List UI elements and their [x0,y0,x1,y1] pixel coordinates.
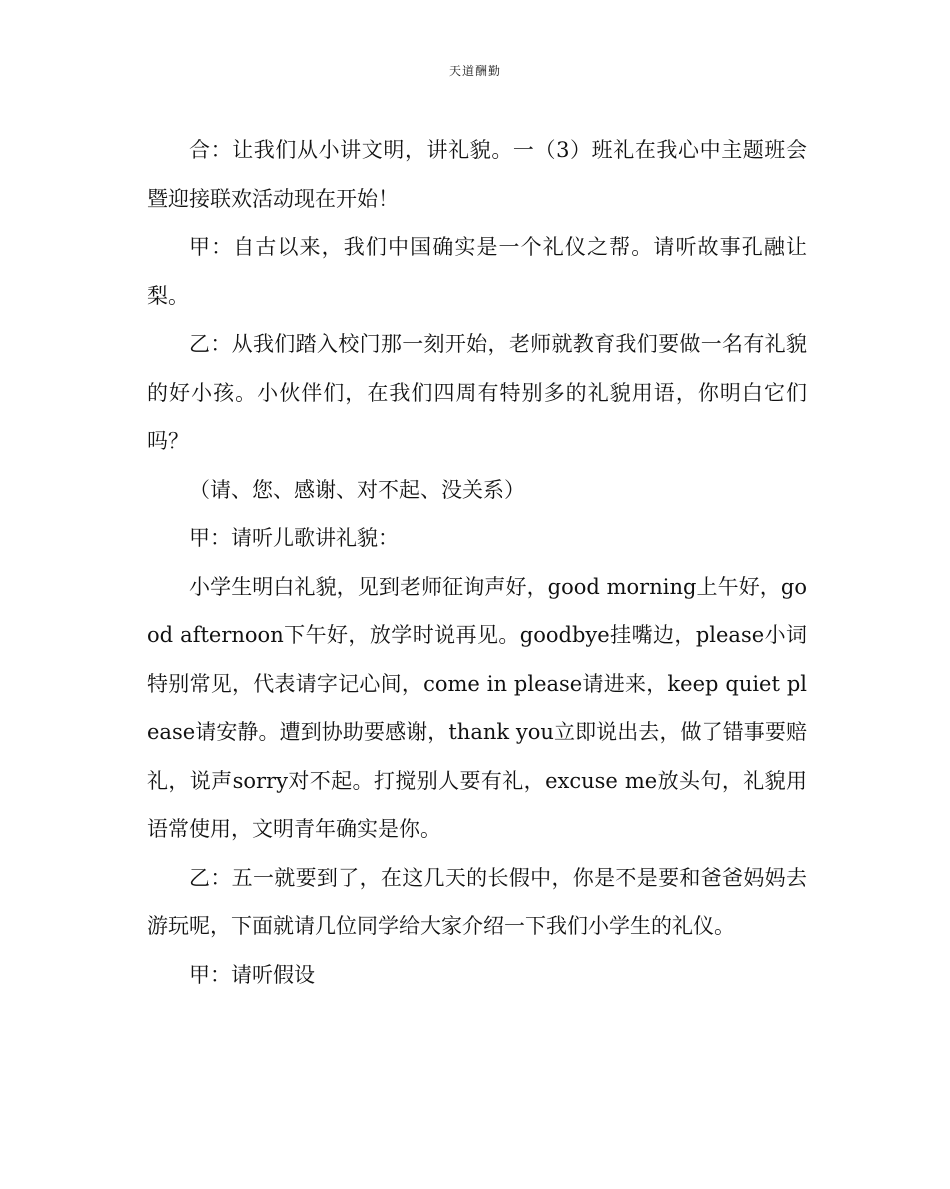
paragraph-jia-3: 甲：请听假设 [189,962,315,987]
paragraph-nursery-rhyme: 小学生明白礼貌，见到老师征询声好，good morning上午好，good afternoon下午好，放学时说再见。goodbye挂嘴边，please小词特别常见，代表请字记心间，come in please请进来，keep quiet please请安静。遭到协助要感谢，thank you立即说出去，做了错事要赔礼，说声sorry对不起。打搅别人要有礼，excuse me放头句，礼貌用语常使用，文明青年确实是你。 [147,574,807,841]
paragraph-polite-words: （请、您、感谢、对不起、没关系） [189,477,525,502]
paragraph-jia-1: 甲：自古以来，我们中国确实是一个礼仪之帮。请听故事孔融让梨。 [147,235,807,308]
paragraph-yi-2: 乙：五一就要到了，在这几天的长假中，你是不是要和爸爸妈妈去游玩呢，下面就请几位同学给大家介绍一下我们小学生的礼仪。 [147,865,807,938]
paragraph-yi-1: 乙：从我们踏入校门那一刻开始，老师就教育我们要做一名有礼貌的好小孩。小伙伴们，在我们四周有特别多的礼貌用语，你明白它们吗？ [147,332,807,453]
page-header: 天道酬勤 [448,64,501,78]
document-body [147,126,807,999]
paragraph-opening: 合：让我们从小讲文明，讲礼貌。一（3）班礼在我心中主题班会暨迎接联欢活动现在开始！ [147,138,807,211]
paragraph-jia-2: 甲：请听儿歌讲礼貌： [189,526,399,550]
